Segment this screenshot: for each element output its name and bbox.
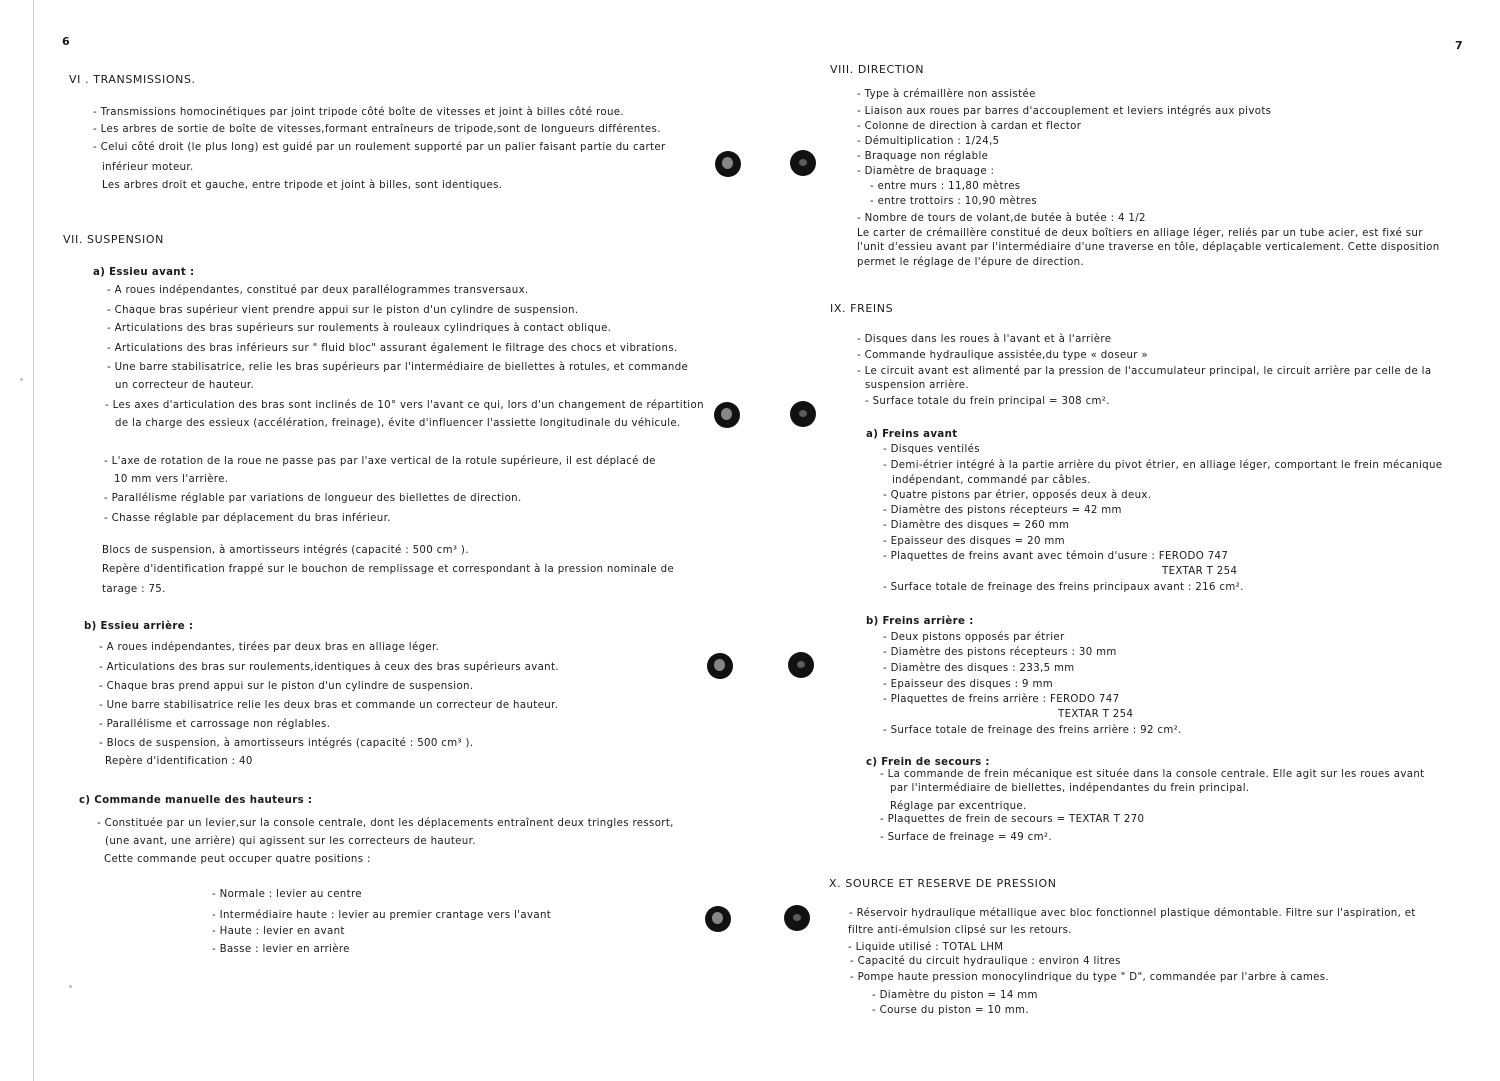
text-line: - Une barre stabilisatrice, relie les bras supérieurs par l'intermédiaire de biellettes à rotules, et commande xyxy=(107,362,689,373)
text-line: - Quatre pistons par étrier, opposés deux à deux. xyxy=(883,490,1152,501)
text-line: - Epaisseur des disques = 20 mm xyxy=(883,536,1065,547)
text-line: - Surface de freinage = 49 cm². xyxy=(880,832,1052,843)
text-line: - Liaison aux roues par barres d'accouplement et leviers intégrés aux pivots xyxy=(857,106,1272,117)
text-line: permet le réglage de l'épure de direction. xyxy=(857,257,1085,268)
list-item: - Basse : levier en arrière xyxy=(212,944,350,955)
text-line: - entre trottoirs : 10,90 mètres xyxy=(870,196,1038,207)
section-title-suspension: VII. SUSPENSION xyxy=(63,233,164,246)
list-item: - Intermédiaire haute : levier au premier crantage vers l'avant xyxy=(212,910,552,921)
list-item: - Normale : levier au centre xyxy=(212,889,362,900)
text-line: Repère d'identification : 40 xyxy=(105,756,253,767)
text-line: - Demi-étrier intégré à la partie arrière du pivot étrier, en alliage léger, comportant le frein mécanique xyxy=(883,460,1443,471)
text-line: - L'axe de rotation de la roue ne passe pas par l'axe vertical de la rotule supérieure, il est déplacé de xyxy=(104,456,656,467)
text-line: filtre anti-émulsion clipsé sur les retours. xyxy=(848,925,1072,936)
text-line: - Parallélisme réglable par variations de longueur des biellettes de direction. xyxy=(104,493,522,504)
binder-hole xyxy=(784,905,810,931)
section-title-transmissions: VI . TRANSMISSIONS. xyxy=(69,73,196,86)
subsection-title: b) Essieu arrière : xyxy=(84,621,194,632)
text-line: Repère d'identification frappé sur le bouchon de remplissage et correspondant à la pression nominale de xyxy=(102,564,675,575)
text-line: - Surface totale du frein principal = 308 cm². xyxy=(865,396,1110,407)
scan-speck xyxy=(20,378,23,381)
text-line: - La commande de frein mécanique est située dans la console centrale. Elle agit sur les roues avant xyxy=(880,769,1425,780)
text-line: Le carter de crémaillère constitué de deux boîtiers en alliage léger, reliés par un tube acier, est fixé sur xyxy=(857,228,1423,239)
text-line: (une avant, une arrière) qui agissent sur les correcteurs de hauteur. xyxy=(105,836,476,847)
text-line: tarage : 75. xyxy=(102,584,166,595)
section-title-source-pression: X. SOURCE ET RESERVE DE PRESSION xyxy=(829,877,1057,890)
text-line: - Diamètre des pistons récepteurs = 42 mm xyxy=(883,505,1122,516)
text-line: - Démultiplication : 1/24,5 xyxy=(857,136,1000,147)
list-item: - Haute : levier en avant xyxy=(212,926,345,937)
text-line: - Disques dans les roues à l'avant et à l'arrière xyxy=(857,334,1112,345)
text-line: - Transmissions homocinétiques par joint tripode côté boîte de vitesses et joint à billes côté roue. xyxy=(93,107,624,118)
text-line: TEXTAR T 254 xyxy=(1162,566,1238,577)
text-line: - Le circuit avant est alimenté par la pression de l'accumulateur principal, le circuit arrière par celle de la xyxy=(857,366,1432,377)
text-line: - Pompe haute pression monocylindrique du type " D", commandée par l'arbre à cames. xyxy=(850,972,1330,983)
text-line: - Diamètre de braquage : xyxy=(857,166,995,177)
text-line: - Plaquettes de frein de secours = TEXTAR T 270 xyxy=(880,814,1145,825)
text-line: - Articulations des bras sur roulements,identiques à ceux des bras supérieurs avant. xyxy=(99,662,559,673)
text-line: - Plaquettes de freins avant avec témoin d'usure : FERODO 747 xyxy=(883,551,1229,562)
text-line: - Une barre stabilisatrice relie les deux bras et commande un correcteur de hauteur. xyxy=(99,700,559,711)
binder-hole xyxy=(705,906,731,932)
text-line: - Diamètre des disques : 233,5 mm xyxy=(883,663,1075,674)
subsection-title: c) Commande manuelle des hauteurs : xyxy=(79,795,313,806)
text-line: - Commande hydraulique assistée,du type « doseur » xyxy=(857,350,1148,361)
text-line: - Disques ventilés xyxy=(883,444,980,455)
text-line: inférieur moteur. xyxy=(102,162,194,173)
text-line: - Nombre de tours de volant,de butée à butée : 4 1/2 xyxy=(857,213,1146,224)
section-title-direction: VIII. DIRECTION xyxy=(830,63,925,76)
text-line: - Les arbres de sortie de boîte de vitesses,formant entraîneurs de tripode,sont de longueurs différentes. xyxy=(93,124,661,135)
text-line: - Celui côté droit (le plus long) est guidé par un roulement supporté par un palier faisant partie du carter xyxy=(93,142,666,153)
text-line: TEXTAR T 254 xyxy=(1058,709,1134,720)
text-line: 10 mm vers l'arrière. xyxy=(114,474,229,485)
text-line: - Course du piston = 10 mm. xyxy=(872,1005,1029,1016)
binder-hole xyxy=(715,151,741,177)
text-line: - Constituée par un levier,sur la console centrale, dont les déplacements entraînent deux tringles ressort, xyxy=(97,818,674,829)
text-line: par l'intermédiaire de biellettes, indépendantes du frein principal. xyxy=(890,783,1250,794)
text-line: Cette commande peut occuper quatre positions : xyxy=(104,854,371,865)
binder-hole xyxy=(790,150,816,176)
subsection-title: a) Freins avant xyxy=(866,429,958,440)
text-line: - Les axes d'articulation des bras sont inclinés de 10° vers l'avant ce qui, lors d'un changement de répartition xyxy=(105,400,704,411)
text-line: - Parallélisme et carrossage non réglables. xyxy=(99,719,331,730)
text-line: - Blocs de suspension, à amortisseurs intégrés (capacité : 500 cm³ ). xyxy=(99,738,474,749)
text-line: - Diamètre du piston = 14 mm xyxy=(872,990,1038,1001)
text-line: - Articulations des bras inférieurs sur " fluid bloc" assurant également le filtrage des chocs et vibrations. xyxy=(107,343,678,354)
text-line: - Surface totale de freinage des freins principaux avant : 216 cm². xyxy=(883,582,1244,593)
text-line: - Liquide utilisé : TOTAL LHM xyxy=(848,942,1004,953)
text-line: - A roues indépendantes, constitué par deux parallélogrammes transversaux. xyxy=(107,285,529,296)
text-line: Blocs de suspension, à amortisseurs intégrés (capacité : 500 cm³ ). xyxy=(102,545,469,556)
text-line: - Articulations des bras supérieurs sur roulements à rouleaux cylindriques à contact oblique. xyxy=(107,323,612,334)
text-line: - Réservoir hydraulique métallique avec bloc fonctionnel plastique démontable. Filtre sur l'aspiration, et xyxy=(849,908,1416,919)
text-line: - Deux pistons opposés par étrier xyxy=(883,632,1065,643)
page-number: 7 xyxy=(1455,39,1464,52)
section-title-freins: IX. FREINS xyxy=(830,302,894,315)
text-line: de la charge des essieux (accélération, freinage), évite d'influencer l'assiette longitudinale du véhicule. xyxy=(115,418,681,429)
text-line: - Chasse réglable par déplacement du bras inférieur. xyxy=(104,513,391,524)
text-line: - A roues indépendantes, tirées par deux bras en alliage léger. xyxy=(99,642,440,653)
text-line: - Capacité du circuit hydraulique : environ 4 litres xyxy=(850,956,1121,967)
scan-speck xyxy=(69,985,72,988)
text-line: - Chaque bras prend appui sur le piston d'un cylindre de suspension. xyxy=(99,681,474,692)
binder-hole xyxy=(790,401,816,427)
text-line: - Type à crémaillère non assistée xyxy=(857,89,1036,100)
text-line: Les arbres droit et gauche, entre tripode et joint à billes, sont identiques. xyxy=(102,180,503,191)
text-line: suspension arrière. xyxy=(865,380,969,391)
text-line: - Plaquettes de freins arrière : FERODO 747 xyxy=(883,694,1120,705)
text-line: indépendant, commandé par câbles. xyxy=(892,475,1091,486)
subsection-title: b) Freins arrière : xyxy=(866,616,974,627)
text-line: - Diamètre des disques = 260 mm xyxy=(883,520,1070,531)
page-left-edge xyxy=(33,0,34,1081)
text-line: - Braquage non réglable xyxy=(857,151,989,162)
text-line: - Colonne de direction à cardan et flector xyxy=(857,121,1082,132)
text-line: - entre murs : 11,80 mètres xyxy=(870,181,1021,192)
subsection-title: c) Frein de secours : xyxy=(866,757,990,768)
text-line: Réglage par excentrique. xyxy=(890,801,1027,812)
binder-hole xyxy=(788,652,814,678)
text-line: - Chaque bras supérieur vient prendre appui sur le piston d'un cylindre de suspension. xyxy=(107,305,579,316)
subsection-title: a) Essieu avant : xyxy=(93,267,195,278)
text-line: - Surface totale de freinage des freins arrière : 92 cm². xyxy=(883,725,1182,736)
binder-hole xyxy=(707,653,733,679)
binder-hole xyxy=(714,402,740,428)
text-line: - Diamètre des pistons récepteurs : 30 mm xyxy=(883,647,1117,658)
text-line: - Epaisseur des disques : 9 mm xyxy=(883,679,1054,690)
page-number: 6 xyxy=(62,35,71,48)
text-line: un correcteur de hauteur. xyxy=(115,380,255,391)
text-line: l'unit d'essieu avant par l'intermédiaire d'une traverse en tôle, déplaçable verticalement. Cette disposition xyxy=(857,242,1440,253)
